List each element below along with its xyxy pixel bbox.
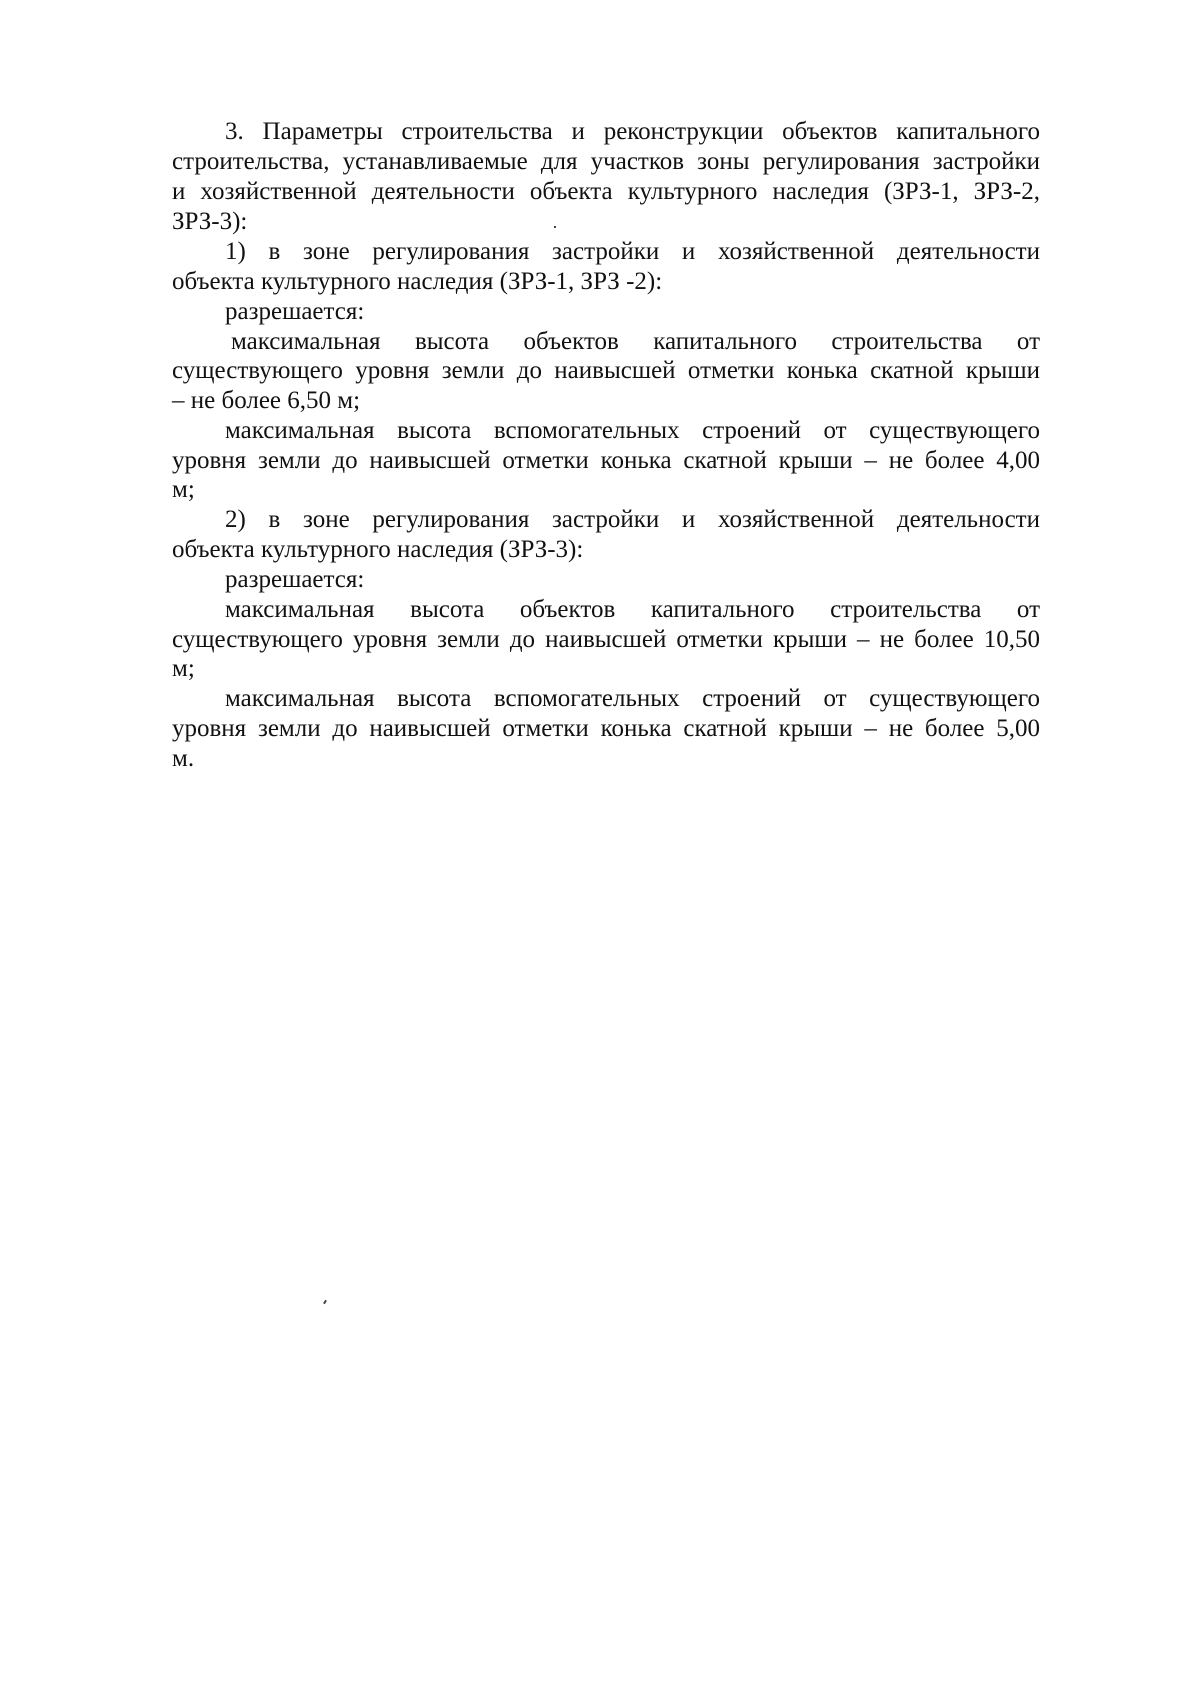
text-line: м; (172, 655, 195, 682)
text-line: 2) в зоне регулирования застройки и хозяйственной деятельности (225, 506, 1040, 533)
text-line: максимальная высота объектов капитального строительства от (231, 328, 1040, 355)
text-line: объекта культурного наследия (ЗРЗ-3): (172, 536, 584, 563)
text-line: строительства, устанавливаемые для участков зоны регулирования застройки (172, 148, 1040, 175)
text-line: 3. Параметры строительства и реконструкции объектов капитального (225, 118, 1040, 145)
text-line: уровня земли до наивысшей отметки конька скатной крыши – не более 4,00 (172, 447, 1040, 474)
text-line: разрешается: (225, 298, 365, 325)
text-line: объекта культурного наследия (ЗРЗ-1, ЗРЗ -2): (172, 268, 663, 295)
scan-speck (554, 226, 556, 228)
text-line: максимальная высота вспомогательных строений от существующего (225, 417, 1040, 444)
text-line: существующего уровня земли до наивысшей отметки конька скатной крыши (172, 357, 1040, 384)
text-line: – не более 6,50 м; (172, 387, 361, 414)
text-line: 1) в зоне регулирования застройки и хозяйственной деятельности (225, 238, 1040, 265)
scan-speck (323, 1300, 327, 1304)
text-line: м; (172, 476, 195, 503)
text-line: и хозяйственной деятельности объекта культурного наследия (ЗРЗ-1, ЗРЗ-2, (172, 178, 1040, 205)
text-line: м. (172, 745, 195, 772)
text-line: уровня земли до наивысшей отметки конька скатной крыши – не более 5,00 (172, 715, 1040, 742)
text-line: максимальная высота вспомогательных строений от существующего (225, 685, 1040, 712)
text-line: разрешается: (225, 566, 365, 593)
text-line: ЗРЗ-3): (172, 208, 248, 235)
text-line: существующего уровня земли до наивысшей отметки крыши – не более 10,50 (172, 626, 1040, 653)
text-line: максимальная высота объектов капитального строительства от (225, 596, 1040, 623)
